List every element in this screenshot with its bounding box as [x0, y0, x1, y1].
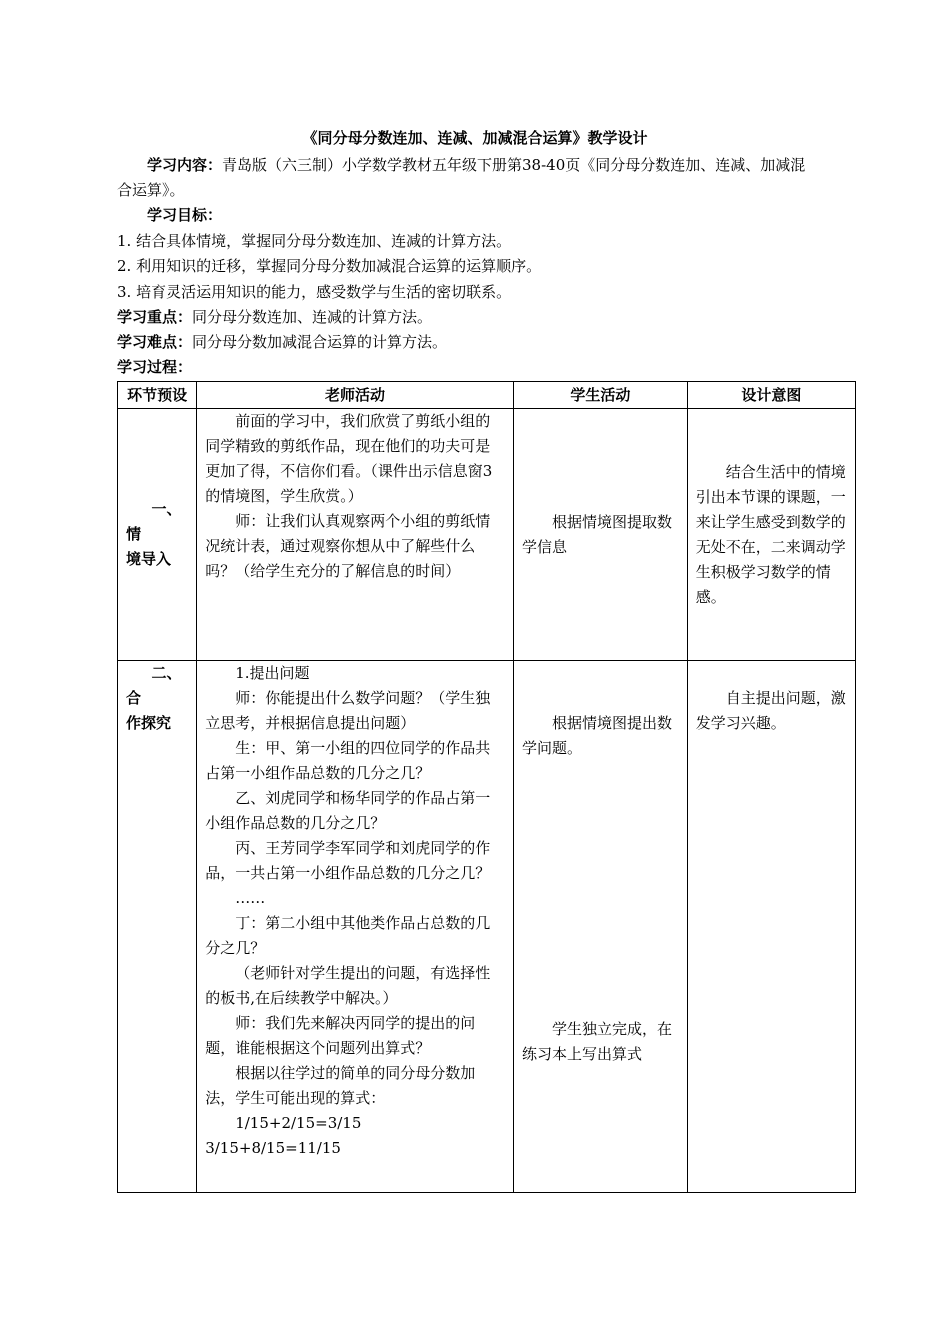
goal-text: 3. 培育灵活运用知识的能力，感受数学与生活的密切联系。 — [117, 283, 512, 301]
goal-text: 1. 结合具体情境，掌握同分母分数连加、连减的计算方法。 — [117, 232, 512, 250]
student-text: 根据情境图提取数学信息 — [521, 512, 672, 556]
teacher-paragraph: 丁：第二小组中其他类作品占总数的几分之几？ — [205, 914, 491, 957]
content-line — [117, 153, 857, 177]
intent-cell — [687, 661, 855, 1193]
stage-label: 一、情 — [126, 500, 182, 543]
student-text: 根据情境图提出数学问题。 — [521, 714, 672, 757]
key-point-line — [117, 305, 857, 329]
header-student: 学生活动 — [513, 382, 687, 409]
teacher-paragraph: 师：让我们认真观察两个小组的剪纸情况统计表，通过观察你想从中了解些什么吗？（给学生充分的了解信息的时间） — [205, 512, 491, 580]
page-title: 《同分母分数连加、连减、加减混合运算》教学设计 — [302, 129, 648, 147]
stage-label: 作探究 — [126, 714, 172, 732]
student-cell — [513, 661, 687, 1193]
intent-cell — [687, 409, 855, 661]
goal-text: 2. 利用知识的迁移，掌握同分母分数加减混合运算的运算顺序。 — [117, 257, 542, 275]
teacher-paragraph: 丙、王芳同学李军同学和刘虎同学的作品，一共占第一小组作品总数的几分之几？ — [205, 839, 491, 882]
intent-text: 结合生活中的情境引出本节课的课题，一来让学生感受到数学的无处不在，二来调动学生积极学习数学的情感。 — [695, 462, 846, 606]
student-cell — [513, 409, 687, 661]
stage-label: 境导入 — [126, 550, 172, 568]
student-text: 学生独立完成，在练习本上写出算式 — [521, 1020, 672, 1063]
difficulty-label: 学习难点： — [117, 333, 193, 351]
teacher-paragraph: 生：甲、第一小组的四位同学的作品共占第一小组作品总数的几分之几？ — [205, 739, 491, 782]
stage-label: 二、合 — [126, 664, 182, 707]
teacher-paragraph: （老师针对学生提出的问题，有选择性的板书,在后续教学中解决。） — [205, 964, 491, 1007]
teacher-paragraph: 1/15+2/15=3/15 — [235, 1114, 362, 1132]
teacher-paragraph: 前面的学习中，我们欣赏了剪纸小组的同学精致的剪纸作品，现在他们的功夫可是更加了得，不信你们看。（课件出示信息窗3的情境图，学生欣赏。） — [205, 412, 493, 505]
stage-cell — [118, 661, 197, 1193]
process-label: 学习过程： — [117, 358, 193, 376]
teacher-paragraph: 师：我们先来解决丙同学的提出的问题，谁能根据这个问题列出算式？ — [205, 1014, 476, 1057]
teacher-cell — [197, 661, 514, 1193]
difficulty-text: 同分母分数加减混合运算的计算方法。 — [192, 333, 448, 351]
content-label: 学习内容： — [147, 156, 223, 174]
goal-item — [117, 280, 857, 304]
teacher-cell — [197, 409, 514, 661]
teacher-paragraph: 乙、刘虎同学和杨华同学的作品占第一小组作品总数的几分之几？ — [205, 789, 491, 832]
table-row — [118, 661, 856, 1193]
header-intent: 设计意图 — [687, 382, 855, 409]
table-header-row — [118, 382, 856, 409]
content-text-cont: 合运算》。 — [117, 181, 185, 199]
goal-item — [117, 254, 857, 278]
intent-text: 自主提出问题，激发学习兴趣。 — [695, 689, 846, 732]
goals-heading — [117, 203, 857, 227]
teacher-paragraph: 1.提出问题 — [235, 664, 310, 682]
key-point-text: 同分母分数连加、连减的计算方法。 — [192, 308, 433, 326]
goal-item — [117, 229, 857, 253]
header-teacher: 老师活动 — [197, 382, 514, 409]
key-point-label: 学习重点： — [117, 308, 193, 326]
goals-label: 学习目标： — [147, 206, 223, 224]
teacher-paragraph: 3/15+8/15=11/15 — [205, 1139, 341, 1157]
difficulty-line — [117, 330, 857, 354]
teacher-paragraph: 根据以往学过的简单的同分母分数加法，学生可能出现的算式： — [205, 1064, 476, 1107]
table-row — [118, 409, 856, 661]
header-stage: 环节预设 — [118, 382, 197, 409]
teacher-paragraph: …… — [235, 889, 266, 907]
process-heading — [117, 355, 857, 379]
content-text: 青岛版（六三制）小学数学教材五年级下册第38-40页《同分母分数连加、连减、加减混 — [222, 156, 806, 174]
teacher-paragraph: 师：你能提出什么数学问题？（学生独立思考，并根据信息提出问题） — [205, 689, 491, 732]
lesson-table — [117, 381, 856, 1193]
stage-cell — [118, 409, 197, 661]
